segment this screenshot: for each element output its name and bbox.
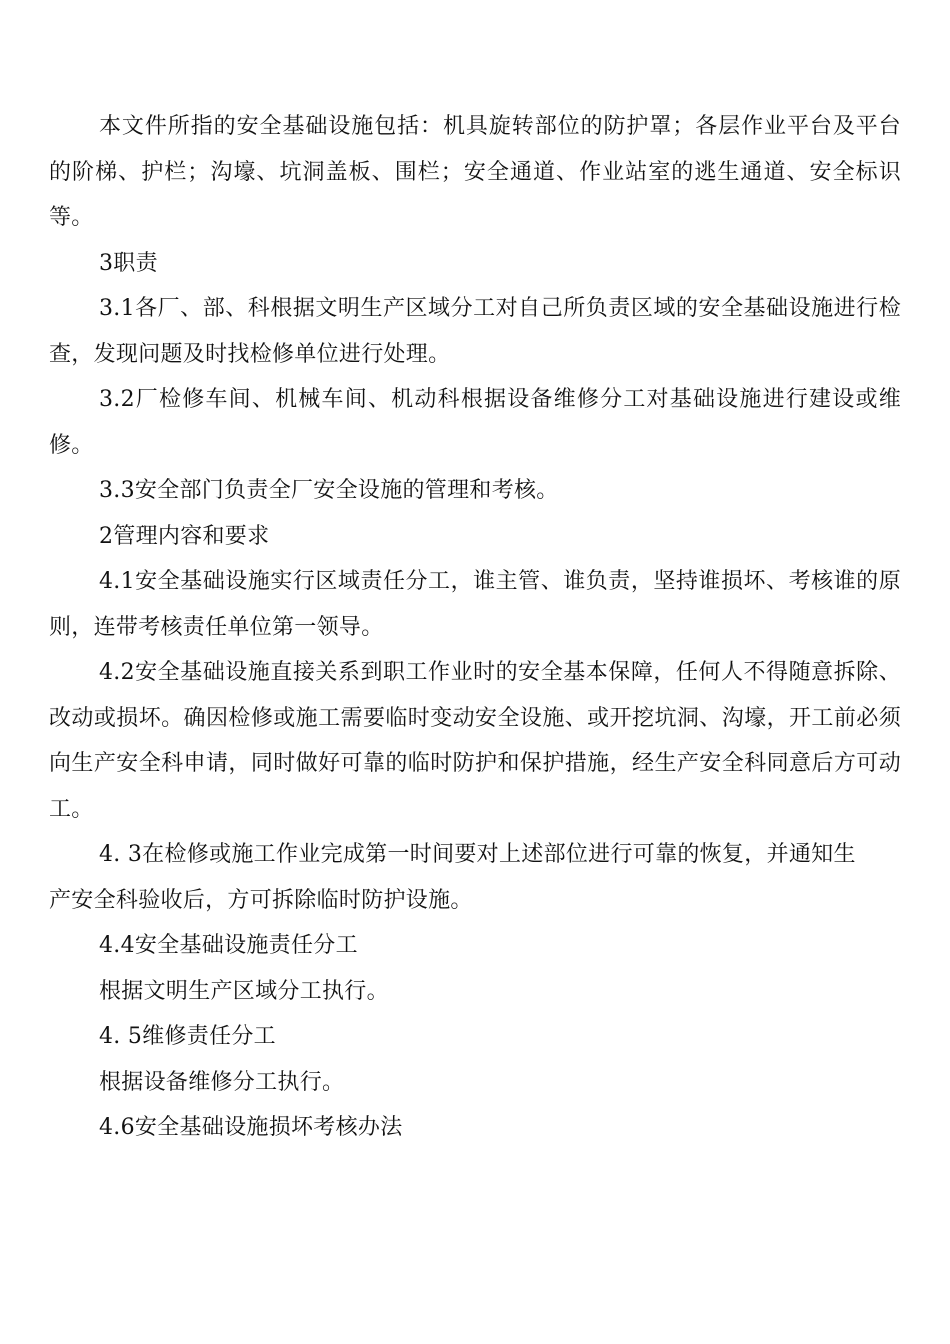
paragraph-4-4-body: 根据文明生产区域分工执行。 xyxy=(99,978,389,1004)
paragraph-3-1: 3.1各厂、部、科根据文明生产区域分工对自己所负责区域的安全基础设施进行检查，发现问题及时找检修单位进行处理。 xyxy=(49,296,901,367)
paragraph-4-2: 4.2安全基础设施直接关系到职工作业时的安全基本保障，任何人不得随意拆除、改动或损坏。确因检修或施工需要临时变动安全设施、或开挖坑洞、沟壕，开工前必须向生产安全科申请，同时做好可靠的临时防护和保护措施，经生产安全科同意后方可动工。 xyxy=(49,660,901,822)
paragraph-scope: 本文件所指的安全基础设施包括：机具旋转部位的防护罩；各层作业平台及平台的阶梯、护栏；沟壕、坑洞盖板、围栏；安全通道、作业站室的逃生通道、安全标识等。 xyxy=(49,114,901,230)
section-heading-management: 2管理内容和要求 xyxy=(99,523,270,549)
paragraph-3-3: 3.3安全部门负责全厂安全设施的管理和考核。 xyxy=(99,478,559,503)
paragraph-4-3: 4. 3在检修或施工作业完成第一时间要对上述部位进行可靠的恢复，并通知生 xyxy=(99,842,856,867)
section-heading-responsibilities: 3职责 xyxy=(99,250,158,276)
paragraph-4-5-body: 根据设备维修分工执行。 xyxy=(99,1069,345,1095)
paragraph-4-3-continued: 产安全科验收后，方可拆除临时防护设施。 xyxy=(49,887,473,913)
paragraph-4-4: 4.4安全基础设施责任分工 xyxy=(99,933,358,958)
paragraph-4-1: 4.1安全基础设施实行区域责任分工，谁主管、谁负责，坚持谁损坏、考核谁的原则，连带考核责任单位第一领导。 xyxy=(49,569,901,640)
document-body xyxy=(49,104,901,1151)
paragraph-4-5: 4. 5维修责任分工 xyxy=(99,1024,276,1049)
paragraph-3-2: 3.2厂检修车间、机械车间、机动科根据设备维修分工对基础设施进行建设或维修。 xyxy=(49,387,901,458)
paragraph-4-6: 4.6安全基础设施损坏考核办法 xyxy=(99,1115,403,1140)
